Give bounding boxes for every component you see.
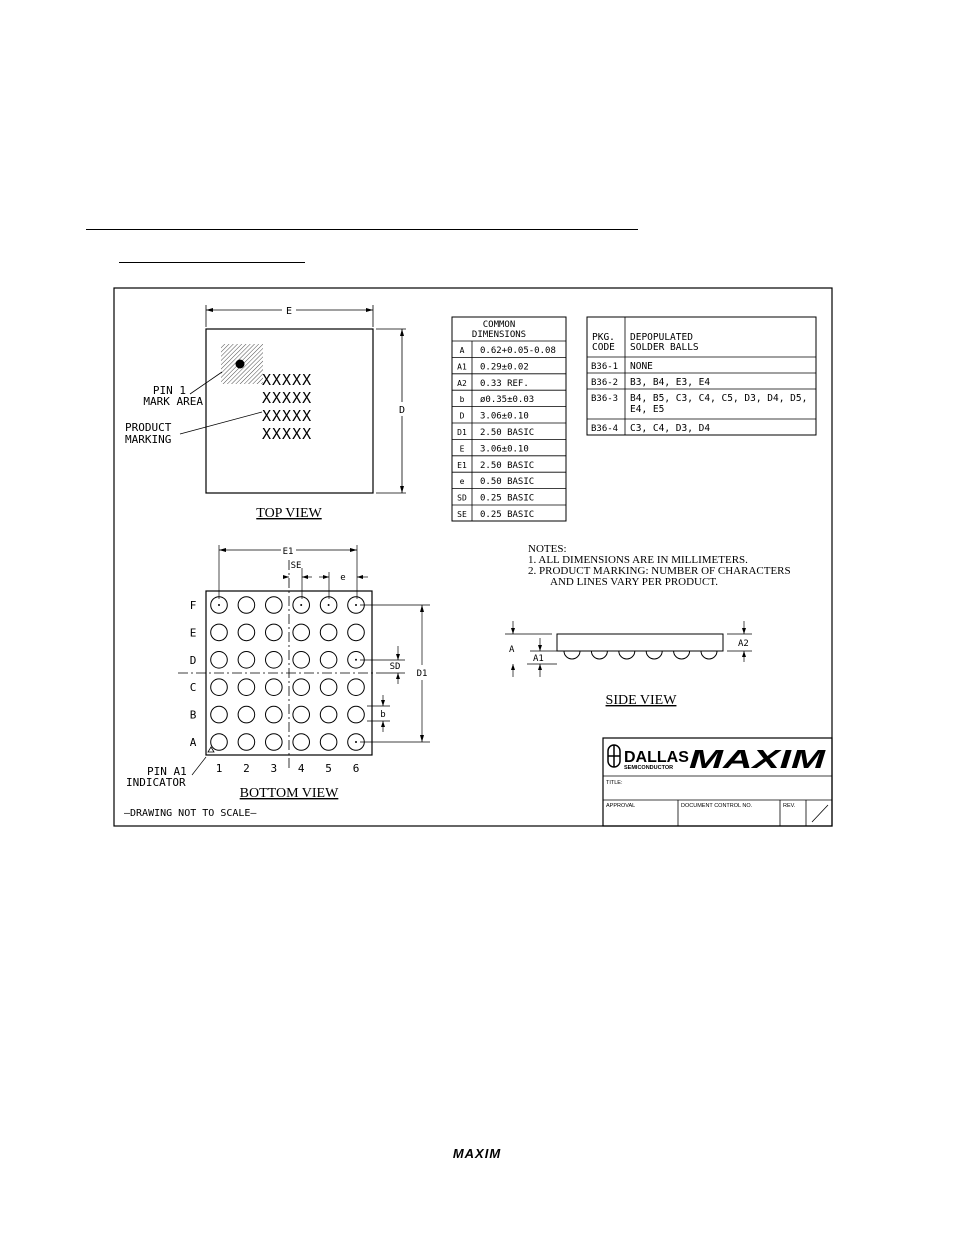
solder-ball — [293, 624, 310, 641]
side-solder-ball — [674, 651, 690, 659]
pin1-dot — [236, 360, 245, 369]
pin-a1-label-line1: PIN A1 — [147, 765, 187, 778]
dallas-logo-icon — [608, 745, 620, 767]
top-dim-e-label: E — [285, 306, 293, 317]
solder-ball — [211, 734, 228, 751]
pin-a1-label-line2: INDICATOR — [126, 776, 186, 789]
approval-field-label: APPROVAL — [606, 803, 636, 809]
pin1-label-line1: PIN 1 — [152, 384, 186, 397]
pkg-row-4-code: B36-4 — [591, 424, 619, 434]
solder-ball — [293, 734, 310, 751]
note-2: 2. PRODUCT MARKING: NUMBER OF CHARACTERS — [528, 565, 791, 577]
title-block — [603, 738, 832, 826]
solder-ball — [238, 679, 255, 696]
solder-ball — [320, 679, 337, 696]
dim-row-value: 0.25 BASIC — [480, 493, 535, 504]
solder-ball — [211, 652, 228, 669]
dim-row-symbol: E — [459, 444, 465, 454]
pkg-row-3-code: B36-3 — [591, 394, 619, 404]
solder-ball — [238, 706, 255, 723]
solder-ball — [348, 624, 365, 641]
bottom-dim-sd: SD — [389, 662, 401, 672]
solder-ball — [320, 706, 337, 723]
dim-row-value: 2.50 BASIC — [480, 460, 535, 471]
marking-label-line1: PRODUCT — [125, 421, 172, 434]
ball-center-mark — [300, 604, 302, 606]
solder-ball — [238, 624, 255, 641]
top-view — [125, 305, 406, 521]
solder-ball — [238, 652, 255, 669]
dim-table-header-1: COMMON — [482, 320, 516, 330]
dim-row-value: 2.50 BASIC — [480, 428, 535, 438]
side-dim-a1: A1 — [533, 654, 544, 664]
marking-line-1: XXXXX — [262, 371, 313, 389]
dim-row-value: 3.06±0.10 — [480, 444, 529, 455]
dim-row-value: 0.62+0.05-0.08 — [480, 346, 556, 356]
solder-ball — [266, 706, 283, 723]
solder-ball — [266, 652, 283, 669]
top-view-title: TOP VIEW — [256, 506, 322, 521]
side-dim-a: A — [509, 645, 515, 655]
pkg-row-1-balls: NONE — [630, 361, 653, 372]
ball-col-label: 3 — [270, 762, 278, 775]
dim-row-symbol: SE — [457, 510, 467, 519]
note-2-cont: AND LINES VARY PER PRODUCT. — [550, 576, 718, 588]
ball-center-mark — [328, 604, 330, 606]
semiconductor-wordmark: SEMICONDUCTOR — [624, 765, 674, 771]
bottom-dim-d1: D1 — [416, 669, 428, 679]
dim-row-value: 0.33 REF. — [480, 378, 529, 389]
solder-ball — [293, 706, 310, 723]
dim-row-symbol: e — [459, 477, 465, 487]
title-field-label: TITLE: — [606, 780, 623, 786]
dim-row-symbol: b — [459, 395, 465, 405]
solder-ball — [266, 597, 283, 614]
side-solder-ball — [701, 651, 717, 659]
note-1: 1. ALL DIMENSIONS ARE IN MILLIMETERS. — [528, 554, 748, 566]
dim-row-symbol: SD — [457, 493, 467, 503]
bottom-dim-se: SE — [290, 561, 302, 571]
bottom-view-title: BOTTOM VIEW — [239, 786, 339, 801]
not-to-scale-note: —DRAWING NOT TO SCALE— — [124, 808, 257, 819]
pkg-code-table — [587, 317, 816, 435]
dim-row-symbol: D — [459, 411, 465, 421]
solder-ball — [211, 624, 228, 641]
bottom-view — [126, 545, 430, 801]
side-view — [505, 621, 752, 708]
ball-row-label: C — [189, 681, 197, 695]
solder-ball — [320, 734, 337, 751]
pkg-row-1-code: B36-1 — [591, 362, 619, 372]
ball-center-mark — [218, 604, 220, 606]
pkg-row-4-balls: C3, C4, D3, D4 — [630, 423, 711, 434]
pkg-col2-header-1: DEPOPULATED — [630, 332, 693, 343]
pkg-col1-header-1: PKG. — [592, 332, 615, 343]
dim-row-value: 0.25 BASIC — [480, 510, 535, 520]
maxim-wordmark: MAXIM — [689, 744, 828, 774]
side-solder-ball — [646, 651, 662, 659]
solder-ball — [293, 679, 310, 696]
bottom-dim-b: b — [380, 710, 386, 720]
doc-control-field-label: DOCUMENT CONTROL NO. — [681, 803, 753, 809]
dim-row-value: ø0.35±0.03 — [480, 395, 535, 406]
rev-field-label: REV. — [783, 803, 796, 809]
common-dimensions-table — [452, 317, 566, 521]
side-view-body — [557, 634, 723, 651]
side-dim-a2: A2 — [738, 639, 749, 649]
notes-title: NOTES: — [528, 543, 567, 555]
marking-line-4: XXXXX — [262, 425, 313, 443]
ball-col-label: 4 — [297, 762, 305, 775]
top-dim-d-label: D — [398, 405, 406, 416]
ball-col-label: 2 — [243, 762, 250, 775]
dim-row-value: 0.50 BASIC — [480, 477, 535, 488]
solder-ball — [238, 734, 255, 751]
solder-ball — [211, 679, 228, 696]
dim-row-symbol: D1 — [457, 428, 467, 437]
dim-row-value: 0.29±0.02 — [480, 362, 529, 373]
footer-maxim-logo: MAXIM — [452, 1146, 502, 1161]
solder-ball — [266, 679, 283, 696]
side-solder-ball — [591, 651, 607, 659]
solder-ball — [266, 734, 283, 751]
marking-label-line2: MARKING — [125, 433, 172, 446]
solder-ball — [320, 624, 337, 641]
ball-center-mark — [355, 741, 357, 743]
ball-row-label: E — [189, 626, 197, 640]
pkg-col1-header-2: CODE — [592, 342, 615, 353]
pkg-row-3-balls-1: B4, B5, C3, C4, C5, D3, D4, D5, — [630, 393, 808, 404]
pin1-label-line2: MARK AREA — [143, 395, 203, 408]
ball-row-label: A — [189, 736, 197, 749]
dim-table-header-2: DIMENSIONS — [471, 330, 527, 340]
ball-row-label: B — [189, 708, 197, 722]
pkg-row-2-balls: B3, B4, E3, E4 — [630, 377, 711, 388]
bottom-dim-e1: E1 — [282, 547, 294, 557]
bottom-dim-e: e — [340, 573, 346, 583]
pkg-row-2-code: B36-2 — [591, 378, 619, 388]
ball-col-label: 5 — [325, 762, 332, 775]
solder-ball — [266, 624, 283, 641]
ball-row-label: F — [189, 599, 197, 612]
ball-col-label: 1 — [215, 762, 223, 775]
solder-ball — [348, 706, 365, 723]
dim-row-value: 3.06±0.10 — [480, 411, 529, 422]
side-view-title: SIDE VIEW — [605, 693, 677, 708]
dim-row-symbol: A2 — [457, 378, 467, 388]
solder-ball — [211, 706, 228, 723]
pkg-row-3-balls-2: E4, E5 — [630, 404, 665, 415]
solder-ball — [293, 652, 310, 669]
marking-line-3: XXXXX — [262, 407, 313, 425]
marking-line-2: XXXXX — [262, 389, 313, 407]
side-solder-ball — [564, 651, 580, 659]
side-solder-ball — [619, 651, 635, 659]
dallas-wordmark: DALLAS — [624, 749, 689, 766]
notes — [528, 543, 791, 588]
ball-col-label: 6 — [352, 762, 360, 775]
dim-row-symbol: A1 — [457, 362, 467, 372]
solder-ball — [320, 652, 337, 669]
dim-row-symbol: E1 — [457, 460, 467, 470]
solder-ball — [348, 679, 365, 696]
ball-center-mark — [355, 659, 357, 661]
pkg-col2-header-2: SOLDER BALLS — [630, 342, 699, 353]
dim-row-symbol: A — [459, 346, 465, 355]
ball-row-label: D — [189, 653, 197, 667]
ball-center-mark — [355, 604, 357, 606]
solder-ball — [238, 597, 255, 614]
